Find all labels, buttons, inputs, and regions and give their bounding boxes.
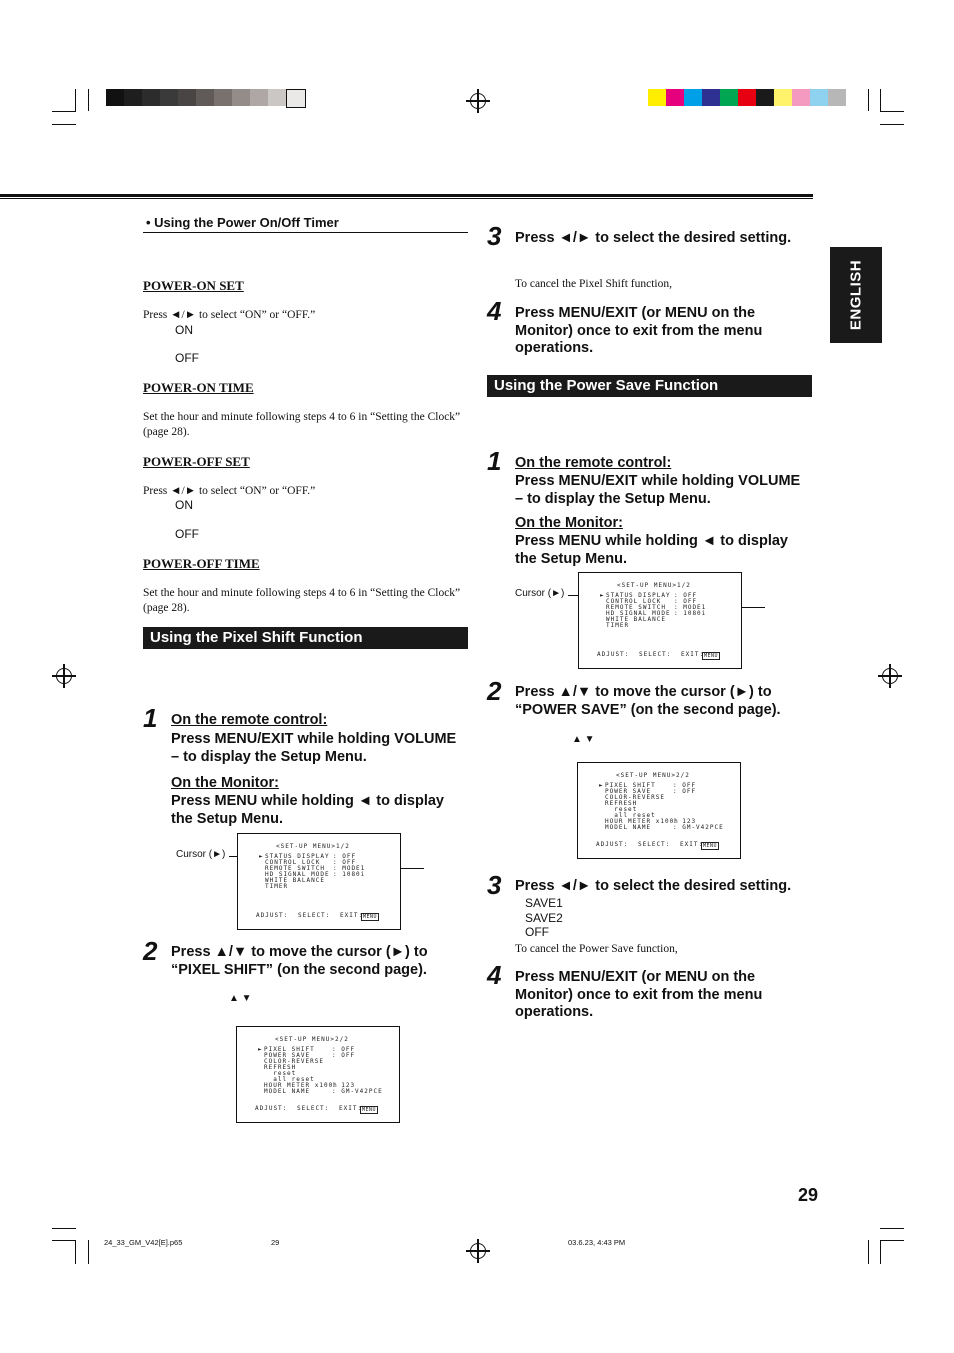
ps-step1-monitor-label: On the Monitor: — [515, 515, 623, 531]
menu-row-label: HD SIGNAL MODE — [265, 871, 330, 878]
menu-footer-exit: EXIT: — [680, 841, 704, 848]
menu-footer-menu-key: MENU — [362, 1107, 377, 1113]
menu-footer-adjust: ADJUST: — [255, 1105, 288, 1112]
power-save-option: SAVE2 — [525, 911, 563, 925]
pixel-cancel-text: To cancel the Pixel Shift function, — [515, 278, 672, 290]
color-swatch — [720, 89, 738, 106]
menu-row-label: COLOR-REVERSE — [605, 794, 665, 801]
pixel-step4-text: Press MENU/EXIT (or MENU on the Monitor) once to exit from the menu operations. — [515, 305, 763, 356]
menu-row-value: : OFF — [333, 859, 357, 866]
step1-monitor-text: Press MENU while holding ◄ to display the Setup Menu. — [171, 793, 444, 827]
menu-footer-select: SELECT: — [297, 1105, 330, 1112]
menu-title: <SET-UP MENU> — [275, 1036, 335, 1043]
footer-timestamp: 03.6.23, 4:43 PM — [568, 1238, 626, 1247]
menu-page-indicator: 2/2 — [335, 1036, 349, 1043]
color-swatch — [268, 89, 286, 106]
menu-footer-adjust: ADJUST: — [596, 841, 629, 848]
menu-row-value: : OFF — [673, 788, 697, 795]
menu-row-label: all reset — [605, 812, 656, 819]
menu-row-label: REFRESH — [605, 800, 638, 807]
menu-row-value: : OFF — [674, 592, 698, 599]
menu-title: <SET-UP MENU> — [617, 582, 677, 589]
color-swatch — [684, 89, 702, 106]
registration-mark-left — [56, 668, 72, 684]
color-swatch — [792, 89, 810, 106]
color-swatch — [666, 89, 684, 106]
power-off-time-label: POWER-OFF TIME — [143, 556, 260, 571]
menu-row-label: POWER SAVE — [264, 1052, 311, 1059]
step-number: 4 — [487, 960, 502, 990]
menu-footer-adjust: ADJUST: — [256, 912, 289, 919]
step2-text: Press ▲/▼ to move the cursor (►) to “PIXEL SHIFT” (on the second page). — [171, 944, 428, 978]
menu-footer-select: SELECT: — [639, 651, 672, 658]
color-swatch — [142, 89, 160, 106]
menu-row-label: reset — [264, 1070, 297, 1077]
header-rule-thin — [0, 198, 813, 199]
cursor-label: Cursor (►) — [515, 588, 565, 599]
color-swatch — [774, 89, 792, 106]
menu-row-label: HOUR METER x100h — [605, 818, 679, 825]
registration-mark-right — [882, 668, 898, 684]
power-on-time-label: POWER-ON TIME — [143, 380, 254, 395]
menu-row-label: STATUS DISPLAY — [265, 853, 330, 860]
menu-row-value: : 123 — [673, 818, 697, 825]
menu-row-value: : GM-V42PCE — [332, 1088, 383, 1095]
menu-row-value: : GM-V42PCE — [673, 824, 724, 831]
updown-arrows: ▲ ▼ — [572, 734, 595, 745]
page-number: 29 — [798, 1185, 819, 1205]
menu-row-label: PIXEL SHIFT — [605, 782, 656, 789]
color-swatch — [106, 89, 124, 106]
color-swatch — [828, 89, 846, 106]
footer-page: 29 — [271, 1238, 280, 1247]
power-on-set-text: Press ◄/► to select “ON” or “OFF.” — [143, 309, 316, 321]
timer-heading-rule — [143, 232, 468, 233]
menu-row-value: : MODE1 — [674, 604, 707, 611]
color-swatch — [196, 89, 214, 106]
menu-footer-adjust: ADJUST: — [597, 651, 630, 658]
menu-row-value: : OFF — [332, 1046, 356, 1053]
menu-row-label: HD SIGNAL MODE — [606, 610, 671, 617]
pixel-shift-heading: Using the Pixel Shift Function — [143, 627, 468, 649]
menu-row-label: REMOTE SWITCH — [606, 604, 666, 611]
power-save-heading: Using the Power Save Function — [487, 375, 812, 397]
pixel-step3-text: Press ◄/► to select the desired setting. — [515, 230, 792, 246]
menu-row-value: : MODE1 — [333, 865, 366, 872]
menu-row-label: POWER SAVE — [605, 788, 652, 795]
power-off-option: OFF — [175, 527, 199, 541]
menu-cursor-icon: ► — [259, 853, 264, 860]
updown-arrows: ▲ ▼ — [229, 993, 252, 1004]
power-save-cancel-text: To cancel the Power Save function, — [515, 943, 678, 955]
power-on-option: OFF — [175, 351, 199, 365]
menu-row-label: PIXEL SHIFT — [264, 1046, 315, 1053]
menu-page-indicator: 1/2 — [677, 582, 691, 589]
color-swatch — [232, 89, 250, 106]
menu-footer-menu-key: MENU — [363, 914, 378, 920]
color-bar-left — [106, 89, 306, 106]
ps-step1-monitor-text: Press MENU while holding ◄ to display the Setup Menu. — [515, 533, 788, 567]
step-number: 3 — [487, 221, 502, 251]
color-bar-right — [648, 89, 846, 106]
menu-row-value: : OFF — [332, 1052, 356, 1059]
menu-footer-select: SELECT: — [298, 912, 331, 919]
header-rule — [0, 194, 813, 197]
menu-footer-menu-key: MENU — [704, 653, 719, 659]
menu-footer-exit: EXIT: — [339, 1105, 363, 1112]
registration-mark-bottom — [470, 1243, 486, 1259]
power-off-set-text: Press ◄/► to select “ON” or “OFF.” — [143, 485, 316, 497]
power-save-option: OFF — [525, 925, 549, 939]
menu-row-label: COLOR-REVERSE — [264, 1058, 324, 1065]
color-swatch — [160, 89, 178, 106]
registration-mark-top — [470, 93, 486, 109]
menu-cursor-icon: ► — [258, 1046, 263, 1053]
power-on-set-label: POWER-ON SET — [143, 278, 244, 293]
color-swatch — [702, 89, 720, 106]
power-on-option: ON — [175, 323, 193, 337]
menu-title: <SET-UP MENU> — [616, 772, 676, 779]
color-swatch — [286, 89, 306, 108]
menu-row-label: reset — [605, 806, 638, 813]
menu-row-value: : OFF — [673, 782, 697, 789]
step-number: 2 — [143, 936, 158, 966]
setup-menu-screen — [578, 572, 742, 669]
menu-page-indicator: 2/2 — [676, 772, 690, 779]
menu-row-label: HOUR METER x100h — [264, 1082, 338, 1089]
color-swatch — [250, 89, 268, 106]
step1-remote-text: Press MENU/EXIT while holding VOLUME – to display the Setup Menu. — [171, 731, 457, 765]
color-swatch — [738, 89, 756, 106]
menu-row-label: MODEL NAME — [264, 1088, 311, 1095]
menu-row-value: : OFF — [333, 853, 357, 860]
menu-row-label: REMOTE SWITCH — [265, 865, 325, 872]
setup-menu-screen — [237, 833, 401, 930]
menu-row-value: : 1080i — [333, 871, 366, 878]
menu-footer-exit: EXIT: — [340, 912, 364, 919]
timer-heading: • Using the Power On/Off Timer — [146, 215, 339, 230]
color-swatch — [214, 89, 232, 106]
menu-row-label: TIMER — [265, 883, 289, 890]
power-off-time-text: Set the hour and minute following steps 4 to 6 in “Setting the Clock” (page 28). — [143, 587, 461, 614]
color-swatch — [756, 89, 774, 106]
color-swatch — [648, 89, 666, 106]
menu-page-indicator: 1/2 — [336, 843, 350, 850]
ps-step4-text: Press MENU/EXIT (or MENU on the Monitor) once to exit from the menu operations. — [515, 969, 763, 1020]
english-tab-label: ENGLISH — [847, 259, 865, 331]
step-number: 1 — [143, 703, 158, 733]
ps-step1-remote-label: On the remote control: — [515, 455, 672, 471]
step-number: 4 — [487, 296, 502, 326]
menu-cursor-icon: ► — [599, 782, 604, 789]
color-swatch — [124, 89, 142, 106]
menu-row-label: CONTROL LOCK — [265, 859, 321, 866]
english-tab — [830, 247, 882, 343]
step-number: 3 — [487, 870, 502, 900]
footer-file: 24_33_GM_V42[E].p65 — [104, 1238, 183, 1247]
step1-remote-label: On the remote control: — [171, 712, 328, 728]
menu-row-label: REFRESH — [264, 1064, 297, 1071]
menu-row-label: CONTROL LOCK — [606, 598, 662, 605]
menu-row-label: MODEL NAME — [605, 824, 652, 831]
ps-step1-remote-text: Press MENU/EXIT while holding VOLUME – to display the Setup Menu. — [515, 473, 801, 507]
color-swatch — [810, 89, 828, 106]
power-on-time-text: Set the hour and minute following steps 4 to 6 in “Setting the Clock” (page 28). — [143, 411, 461, 438]
menu-footer-select: SELECT: — [638, 841, 671, 848]
step1-monitor-label: On the Monitor: — [171, 775, 279, 791]
menu-row-label: STATUS DISPLAY — [606, 592, 671, 599]
menu-row-label: WHITE BALANCE — [265, 877, 325, 884]
ps-step3-text: Press ◄/► to select the desired setting. — [515, 878, 792, 894]
step-number: 1 — [487, 446, 502, 476]
color-swatch — [178, 89, 196, 106]
menu-row-label: TIMER — [606, 622, 630, 629]
menu-title: <SET-UP MENU> — [276, 843, 336, 850]
setup-menu-screen-page2 — [577, 762, 741, 859]
menu-cursor-icon: ► — [600, 592, 605, 599]
menu-row-label: WHITE BALANCE — [606, 616, 666, 623]
ps-step2-text: Press ▲/▼ to move the cursor (►) to “POWER SAVE” (on the second page). — [515, 684, 781, 718]
menu-row-value: : 123 — [332, 1082, 356, 1089]
power-off-option: ON — [175, 498, 193, 512]
menu-row-value: : OFF — [674, 598, 698, 605]
step-number: 2 — [487, 676, 502, 706]
power-off-set-label: POWER-OFF SET — [143, 454, 250, 469]
setup-menu-screen-page2 — [236, 1026, 400, 1123]
menu-row-label: all reset — [264, 1076, 315, 1083]
menu-row-value: : 1080i — [674, 610, 707, 617]
power-save-option: SAVE1 — [525, 896, 563, 910]
cursor-label: Cursor (►) — [176, 849, 226, 860]
menu-footer-exit: EXIT: — [681, 651, 705, 658]
menu-footer-menu-key: MENU — [703, 843, 718, 849]
